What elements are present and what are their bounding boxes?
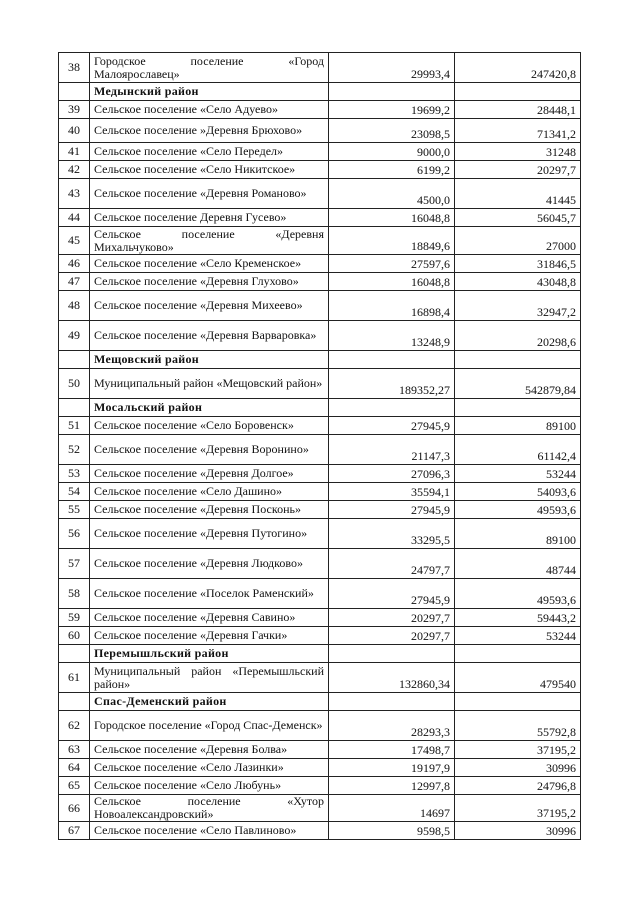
row-number-cell: 51 [59, 417, 90, 435]
row-number-cell: 58 [59, 579, 90, 609]
table-row [59, 369, 581, 399]
table-row [59, 579, 581, 609]
table-row [59, 711, 581, 741]
row-number-cell: 67 [59, 822, 90, 840]
table-row [59, 291, 581, 321]
row-number-cell: 41 [59, 143, 90, 161]
settlement-name-cell: Сельское поселение «Деревня Михеево» [90, 291, 329, 321]
district-header-row [59, 645, 581, 663]
row-number-cell: 56 [59, 519, 90, 549]
amount-2-cell: 49593,6 [455, 501, 581, 519]
row-number-cell: 48 [59, 291, 90, 321]
amount-2-cell: 48744 [455, 549, 581, 579]
amount-1-cell: 16048,8 [329, 273, 455, 291]
amount-1-cell [329, 645, 455, 663]
amount-1-cell: 27945,9 [329, 417, 455, 435]
row-number-cell: 45 [59, 227, 90, 255]
row-number-cell: 50 [59, 369, 90, 399]
settlement-name-cell: Муниципальный район «Перемышльский район» [90, 663, 329, 693]
settlement-name-cell: Сельское поселение «Село Адуево» [90, 101, 329, 119]
table-row [59, 663, 581, 693]
row-number-cell: 62 [59, 711, 90, 741]
table-row [59, 519, 581, 549]
row-number-cell: 38 [59, 53, 90, 83]
settlement-name-cell: Сельское поселение «Деревня Савино» [90, 609, 329, 627]
table-row [59, 627, 581, 645]
amount-2-cell: 49593,6 [455, 579, 581, 609]
amount-1-cell: 21147,3 [329, 435, 455, 465]
settlement-name-cell: Сельское поселение Деревня Гусево» [90, 209, 329, 227]
settlement-name-cell: Сельское поселение «Деревня Глухово» [90, 273, 329, 291]
amount-1-cell: 20297,7 [329, 627, 455, 645]
settlement-name-cell: Сельское поселение »Деревня Брюхово» [90, 119, 329, 143]
settlement-name-cell: Сельское поселение «Деревня Гачки» [90, 627, 329, 645]
settlement-name-cell: Сельское поселение «Село Никитское» [90, 161, 329, 179]
amount-1-cell: 35594,1 [329, 483, 455, 501]
amount-2-cell: 24796,8 [455, 777, 581, 795]
settlement-name-cell: Сельское поселение «Деревня Михальчуково» [90, 227, 329, 255]
amount-2-cell: 54093,6 [455, 483, 581, 501]
amount-2-cell: 542879,84 [455, 369, 581, 399]
amount-2-cell [455, 399, 581, 417]
table-row [59, 501, 581, 519]
table-row [59, 465, 581, 483]
district-header-row [59, 351, 581, 369]
table-row [59, 53, 581, 83]
amount-2-cell [455, 351, 581, 369]
table-row [59, 255, 581, 273]
settlement-name-cell: Сельское поселение «Поселок Раменский» [90, 579, 329, 609]
row-number-cell: 42 [59, 161, 90, 179]
row-number-cell: 43 [59, 179, 90, 209]
amount-2-cell: 37195,2 [455, 741, 581, 759]
row-number-cell: 57 [59, 549, 90, 579]
row-number-cell: 46 [59, 255, 90, 273]
table-row [59, 435, 581, 465]
settlement-name-cell: Сельское поселение «Село Любунь» [90, 777, 329, 795]
amount-2-cell: 31248 [455, 143, 581, 161]
table-row [59, 549, 581, 579]
row-number-cell: 64 [59, 759, 90, 777]
amount-2-cell: 71341,2 [455, 119, 581, 143]
amount-1-cell: 24797,7 [329, 549, 455, 579]
district-header-row [59, 399, 581, 417]
amount-2-cell [455, 645, 581, 663]
settlement-name-cell: Сельское поселение «Деревня Долгое» [90, 465, 329, 483]
amount-1-cell: 23098,5 [329, 119, 455, 143]
amount-1-cell: 27945,9 [329, 579, 455, 609]
amount-2-cell: 89100 [455, 519, 581, 549]
row-number-cell [59, 645, 90, 663]
amount-2-cell: 247420,8 [455, 53, 581, 83]
row-number-cell: 54 [59, 483, 90, 501]
row-number-cell: 66 [59, 795, 90, 822]
amount-2-cell: 28448,1 [455, 101, 581, 119]
district-name-cell: Мещовский район [90, 351, 329, 369]
settlement-name-cell: Сельское поселение «Село Боровенск» [90, 417, 329, 435]
row-number-cell: 39 [59, 101, 90, 119]
table-row [59, 119, 581, 143]
amount-1-cell: 12997,8 [329, 777, 455, 795]
amount-2-cell: 30996 [455, 759, 581, 777]
amount-2-cell: 53244 [455, 465, 581, 483]
amount-1-cell: 14697 [329, 795, 455, 822]
amount-1-cell: 13248,9 [329, 321, 455, 351]
amount-1-cell: 16048,8 [329, 209, 455, 227]
table-row [59, 227, 581, 255]
amount-1-cell: 6199,2 [329, 161, 455, 179]
amount-1-cell: 189352,27 [329, 369, 455, 399]
table-row [59, 609, 581, 627]
table-row [59, 741, 581, 759]
settlement-name-cell: Сельское поселение «Деревня Болва» [90, 741, 329, 759]
settlement-name-cell: Сельское поселение «Деревня Посконь» [90, 501, 329, 519]
row-number-cell: 61 [59, 663, 90, 693]
settlement-name-cell: Сельское поселение «Деревня Романово» [90, 179, 329, 209]
settlement-name-cell: Городское поселение «Город Малоярославец» [90, 53, 329, 83]
amount-1-cell: 27597,6 [329, 255, 455, 273]
district-name-cell: Мосальский район [90, 399, 329, 417]
amount-1-cell: 19699,2 [329, 101, 455, 119]
table-row [59, 483, 581, 501]
amount-2-cell: 43048,8 [455, 273, 581, 291]
row-number-cell: 44 [59, 209, 90, 227]
table-row [59, 777, 581, 795]
settlement-name-cell: Сельское поселение «Село Передел» [90, 143, 329, 161]
amount-2-cell: 61142,4 [455, 435, 581, 465]
row-number-cell [59, 351, 90, 369]
amount-1-cell [329, 83, 455, 101]
district-header-row [59, 83, 581, 101]
row-number-cell: 52 [59, 435, 90, 465]
row-number-cell [59, 693, 90, 711]
amount-2-cell: 479540 [455, 663, 581, 693]
row-number-cell: 55 [59, 501, 90, 519]
amount-2-cell: 56045,7 [455, 209, 581, 227]
settlement-name-cell: Сельское поселение «Село Павлиново» [90, 822, 329, 840]
settlement-name-cell: Муниципальный район «Мещовский район» [90, 369, 329, 399]
amount-1-cell: 28293,3 [329, 711, 455, 741]
table-row [59, 101, 581, 119]
amount-1-cell: 9598,5 [329, 822, 455, 840]
amount-1-cell: 33295,5 [329, 519, 455, 549]
table-row [59, 822, 581, 840]
district-name-cell: Перемышльский район [90, 645, 329, 663]
table-row [59, 795, 581, 822]
amount-2-cell [455, 693, 581, 711]
table-row [59, 273, 581, 291]
amount-1-cell: 27945,9 [329, 501, 455, 519]
amount-1-cell [329, 693, 455, 711]
amount-1-cell: 18849,6 [329, 227, 455, 255]
amount-1-cell: 4500,0 [329, 179, 455, 209]
amount-1-cell [329, 399, 455, 417]
table-row [59, 321, 581, 351]
row-number-cell: 59 [59, 609, 90, 627]
row-number-cell: 47 [59, 273, 90, 291]
allocation-table-body [59, 53, 581, 840]
amount-2-cell: 53244 [455, 627, 581, 645]
amount-2-cell [455, 83, 581, 101]
settlement-name-cell: Сельское поселение «Село Кременское» [90, 255, 329, 273]
table-row [59, 179, 581, 209]
row-number-cell: 49 [59, 321, 90, 351]
amount-1-cell: 17498,7 [329, 741, 455, 759]
amount-2-cell: 37195,2 [455, 795, 581, 822]
settlement-name-cell: Сельское поселение «Деревня Людково» [90, 549, 329, 579]
settlement-name-cell: Сельское поселение «Деревня Путогино» [90, 519, 329, 549]
amount-2-cell: 20298,6 [455, 321, 581, 351]
table-row [59, 143, 581, 161]
row-number-cell: 60 [59, 627, 90, 645]
row-number-cell: 53 [59, 465, 90, 483]
amount-2-cell: 59443,2 [455, 609, 581, 627]
row-number-cell: 65 [59, 777, 90, 795]
amount-2-cell: 89100 [455, 417, 581, 435]
table-row [59, 417, 581, 435]
settlement-name-cell: Сельское поселение «Село Дашино» [90, 483, 329, 501]
district-header-row [59, 693, 581, 711]
amount-2-cell: 32947,2 [455, 291, 581, 321]
amount-1-cell: 29993,4 [329, 53, 455, 83]
amount-1-cell: 132860,34 [329, 663, 455, 693]
table-row [59, 209, 581, 227]
amount-1-cell: 19197,9 [329, 759, 455, 777]
table-row [59, 759, 581, 777]
amount-2-cell: 31846,5 [455, 255, 581, 273]
table-row [59, 161, 581, 179]
settlement-name-cell: Сельское поселение «Деревня Варваровка» [90, 321, 329, 351]
amount-1-cell: 9000,0 [329, 143, 455, 161]
amount-2-cell: 30996 [455, 822, 581, 840]
settlement-name-cell: Городское поселение «Город Спас-Деменск» [90, 711, 329, 741]
amount-1-cell: 16898,4 [329, 291, 455, 321]
amount-2-cell: 55792,8 [455, 711, 581, 741]
row-number-cell: 40 [59, 119, 90, 143]
amount-1-cell: 20297,7 [329, 609, 455, 627]
amount-2-cell: 41445 [455, 179, 581, 209]
amount-2-cell: 20297,7 [455, 161, 581, 179]
district-name-cell: Медынский район [90, 83, 329, 101]
allocation-table [58, 52, 581, 840]
row-number-cell [59, 399, 90, 417]
settlement-name-cell: Сельское поселение «Село Лазинки» [90, 759, 329, 777]
amount-1-cell [329, 351, 455, 369]
district-name-cell: Спас-Деменский район [90, 693, 329, 711]
settlement-name-cell: Сельское поселение «Хутор Новоалександровский» [90, 795, 329, 822]
amount-1-cell: 27096,3 [329, 465, 455, 483]
amount-2-cell: 27000 [455, 227, 581, 255]
settlement-name-cell: Сельское поселение «Деревня Воронино» [90, 435, 329, 465]
row-number-cell [59, 83, 90, 101]
row-number-cell: 63 [59, 741, 90, 759]
